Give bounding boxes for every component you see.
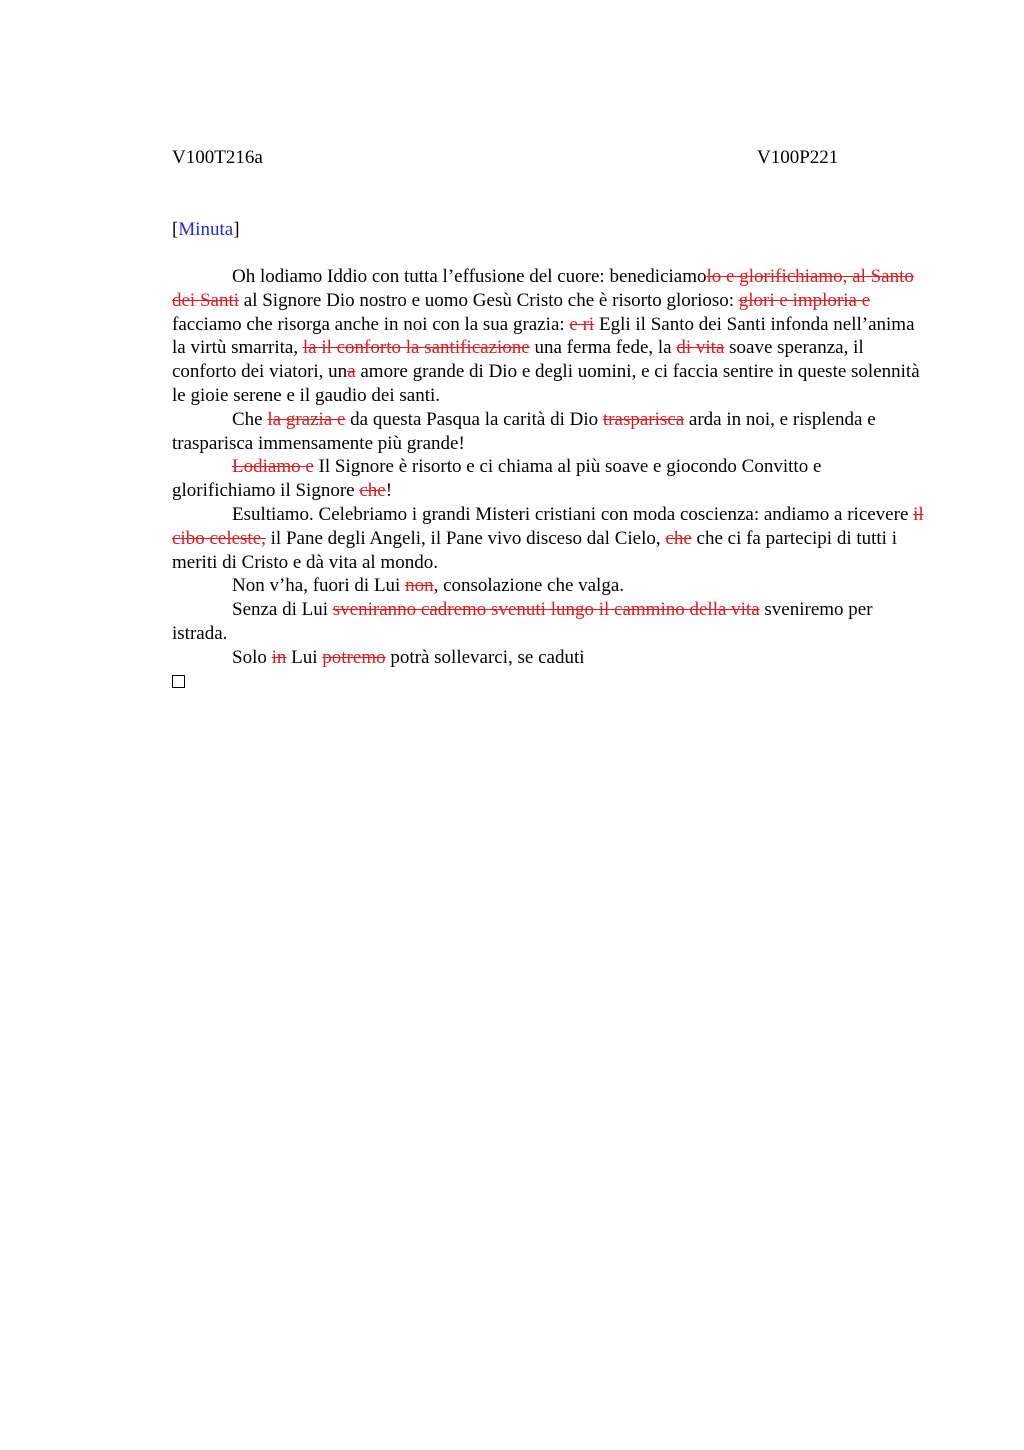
section-label xyxy=(172,219,240,241)
paragraph xyxy=(172,408,924,456)
text-segment: Il Signore è risorto e ci chiama al più soave e giocondo Convitto e glorifichiamo il Signore xyxy=(172,456,822,502)
text-segment: amore grande di Dio e degli uomini, e ci faccia sentire in queste solennità le gioie serene e il gaudio dei santi. xyxy=(172,361,920,406)
text-segment: Non v’ha, fuori di Lui xyxy=(232,575,406,597)
paragraph xyxy=(172,503,924,574)
text-segment: il Pane degli Angeli, il Pane vivo disceso dal Cielo, xyxy=(265,527,666,549)
text-segment: , consolazione che valga. xyxy=(433,575,625,597)
empty-square-icon xyxy=(172,675,185,688)
deleted-text: sveniranno cadremo svenuti lungo il cammino della vita xyxy=(332,599,760,621)
paragraph-list xyxy=(172,265,924,670)
deleted-text: trasparisca xyxy=(602,408,685,430)
transcription-body xyxy=(172,265,924,694)
end-marker xyxy=(172,670,924,695)
deleted-text: potremo xyxy=(322,646,386,668)
text-segment: ! xyxy=(385,480,393,502)
section-close-bracket: ] xyxy=(233,219,240,240)
deleted-text: che xyxy=(359,480,386,502)
deleted-text: a xyxy=(347,361,356,383)
text-segment: Solo xyxy=(232,646,272,668)
text-segment: una ferma fede, la xyxy=(529,337,677,359)
text-segment: Lui xyxy=(286,646,323,668)
deleted-text: il cibo celeste, xyxy=(172,503,924,549)
deleted-text: in xyxy=(271,646,287,668)
section-label-text: Minuta xyxy=(178,219,234,240)
text-segment: sveniremo per istrada. xyxy=(172,599,873,644)
text-segment: Che xyxy=(232,408,268,430)
deleted-text: che xyxy=(665,527,692,549)
text-segment: al Signore Dio nostro e uomo Gesù Cristo che è risorto glorioso: xyxy=(239,289,739,311)
text-segment: potrà sollevarci, se caduti xyxy=(385,646,585,668)
deleted-text: glori e imploria e xyxy=(738,289,871,311)
section-open-bracket: [ xyxy=(172,219,179,240)
text-segment: arda in noi, e risplenda e trasparisca immensamente più grande! xyxy=(172,408,876,454)
document-code-left: V100T216a xyxy=(172,147,263,168)
text-segment: che ci fa partecipi di tutti i meriti di Cristo e dà vita al mondo. xyxy=(172,527,897,573)
document-code-right: V100P221 xyxy=(757,147,839,168)
deleted-text: lo e glorifichiamo, al Santo dei Santi xyxy=(172,266,914,311)
deleted-text: la grazia e xyxy=(267,408,346,430)
text-segment: Senza di Lui xyxy=(232,599,333,621)
text-segment: soave speranza, il conforto dei viatori, un xyxy=(172,337,864,383)
text-segment: da questa Pasqua la carità di Dio xyxy=(345,408,603,430)
paragraph xyxy=(172,265,924,408)
text-segment: facciamo che risorga anche in noi con la sua grazia: xyxy=(172,313,570,335)
paragraph xyxy=(172,455,924,503)
deleted-text: Lodiamo e xyxy=(232,456,314,478)
deleted-text: non xyxy=(405,575,434,597)
paragraph xyxy=(172,646,924,670)
text-segment: Esultiamo. Celebriamo i grandi Misteri cristiani con moda coscienza: andiamo a ricevere xyxy=(232,503,914,525)
deleted-text: e ri xyxy=(569,313,595,335)
paragraph xyxy=(172,598,924,646)
deleted-text: di vita xyxy=(676,337,725,359)
deleted-text: la il conforto la santificazione xyxy=(302,337,530,359)
paragraph xyxy=(172,574,924,598)
text-segment: Egli il Santo dei Santi infonda nell’anima la virtù smarrita, xyxy=(172,313,915,359)
text-segment: Oh lodiamo Iddio con tutta l’effusione del cuore: benediciamo xyxy=(232,266,707,287)
